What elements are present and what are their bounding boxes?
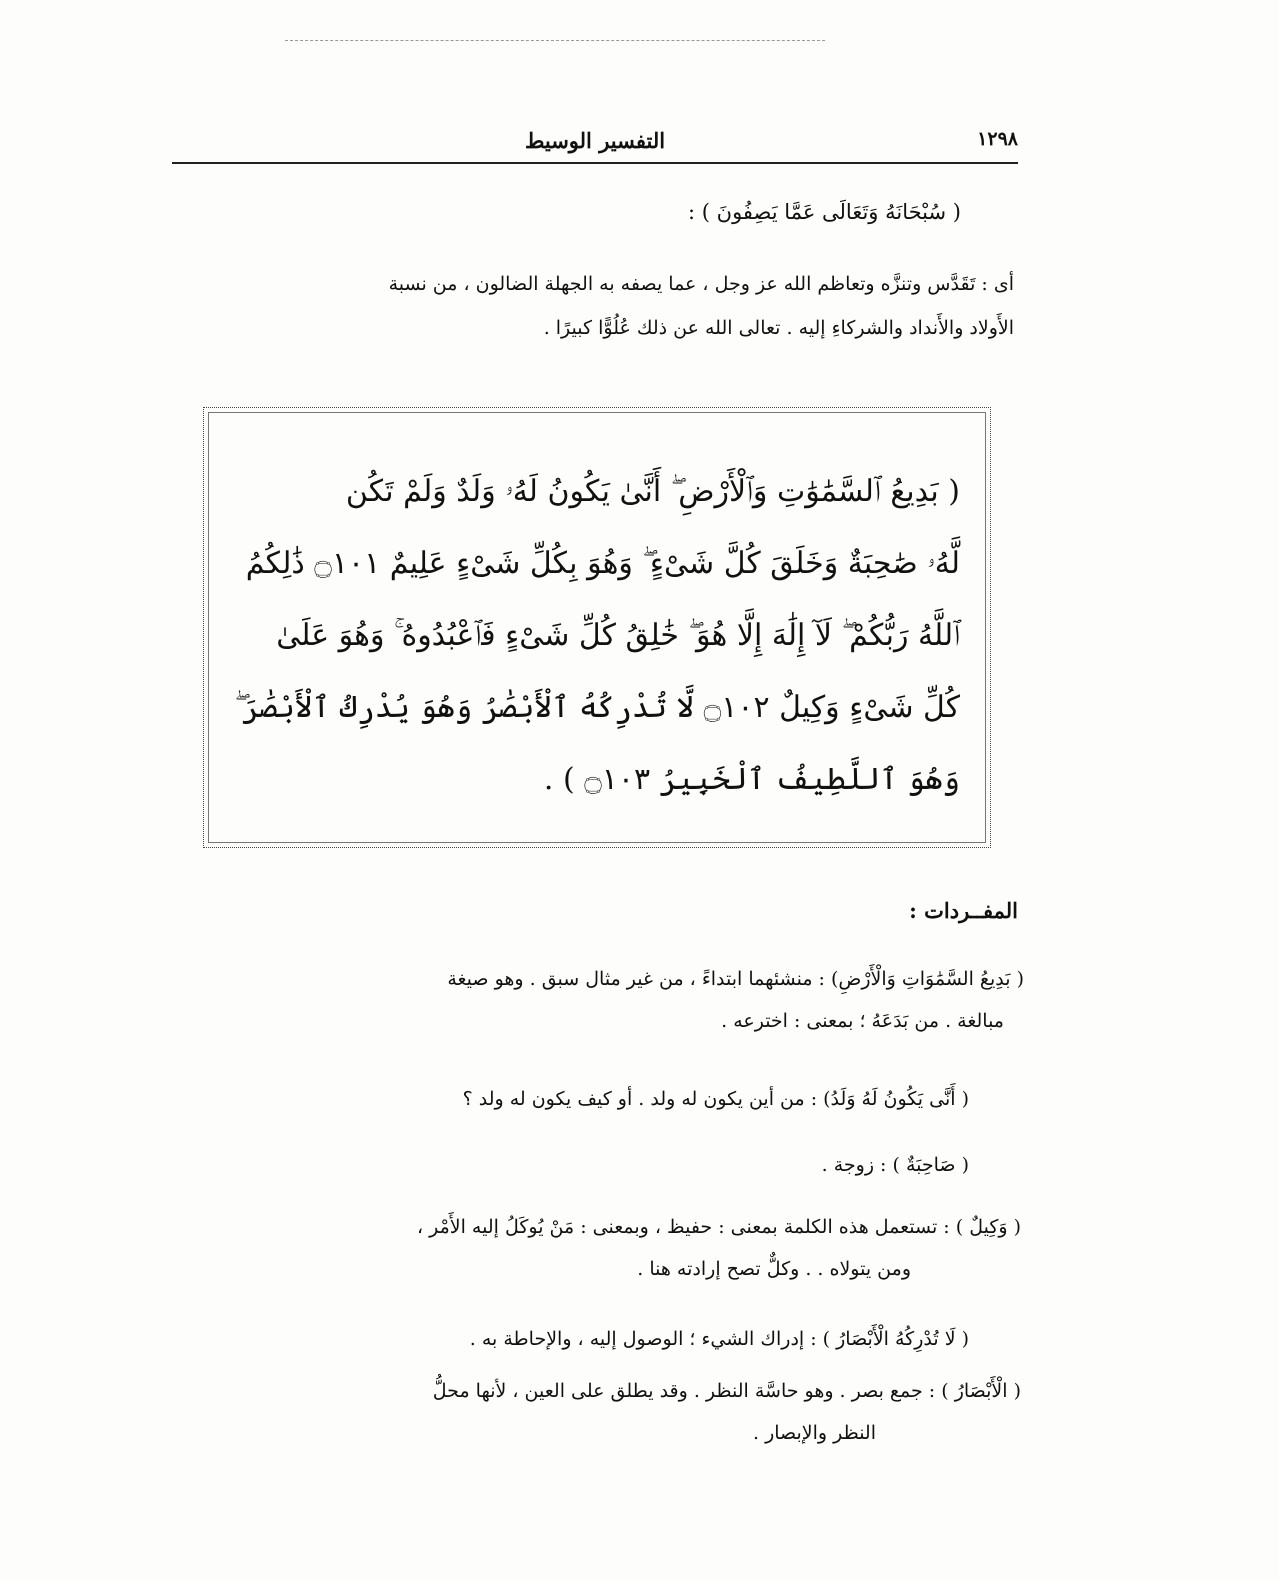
definition-3-line-1: ( صَاحِبَةٌ ) : زوجة . bbox=[821, 1154, 969, 1176]
header-rule bbox=[172, 162, 1018, 164]
definition-6-line-1: ( الْأَبْصَارُ ) : جمع بصر . وهو حاسَّة النظر . وقد يطلق على العين ، لأنها محلُّ bbox=[432, 1380, 1021, 1402]
definition-5 bbox=[249, 1318, 969, 1360]
vocabulary-heading: المفــردات : bbox=[909, 898, 1018, 923]
definition-5-line-1: ( لَا تُدْرِكُهُ الْأَبْصَارُ ) : إدراك الشيء ؛ الوصول إليه ، والإحاطة به . bbox=[469, 1328, 969, 1350]
commentary-line-2: الأَولاد والأَنداد والشركاءِ إليه . تعالى الله عن ذلك عُلُوًّا كبيرًا . bbox=[543, 317, 1014, 339]
quran-line-4: كُلِّ شَىْءٍ وَكِيلٌ ۝١٠٢ لَّا تُدْرِكُهُ ٱلْأَبْصَٰرُ وَهُوَ يُدْرِكُ ٱلْأَبْصَٰرَ ۖ bbox=[234, 690, 960, 725]
definition-3 bbox=[249, 1144, 969, 1186]
definition-4 bbox=[181, 1206, 1021, 1290]
quran-frame bbox=[203, 407, 991, 848]
definition-2 bbox=[249, 1078, 969, 1120]
running-title: التفسير الوسيط bbox=[524, 128, 666, 153]
definition-1-line-2: مبالغة . من بَدَعَهُ ؛ بمعنى : اخترعه . bbox=[721, 1010, 1004, 1032]
commentary-paragraph bbox=[174, 262, 1014, 350]
definition-4-line-2: ومن يتولاه . . وكلٌّ تصح إرادته هنا . bbox=[637, 1258, 911, 1280]
definition-6 bbox=[181, 1370, 1021, 1454]
quran-text bbox=[234, 456, 960, 827]
quran-line-3: ٱللَّهُ رَبُّكُمْ ۖ لَآ إِلَٰهَ إِلَّا هُوَ ۖ خَٰلِقُ كُلِّ شَىْءٍ فَٱعْبُدُوهُ ۚ وَهُوَ عَلَىٰ bbox=[276, 618, 960, 653]
quran-line-1: ( بَدِيعُ ٱلسَّمَٰوَٰتِ وَٱلْأَرْضِ ۖ أَنَّىٰ يَكُونُ لَهُۥ وَلَدٌ وَلَمْ تَكُن bbox=[345, 474, 960, 509]
page-header bbox=[172, 128, 1018, 164]
definition-1 bbox=[184, 958, 1024, 1042]
definition-1-line-1: ( بَدِيعُ السَّمَٰوَاتِ وَالْأَرْضِ) : منشئهما ابتداءً ، من غير مثال سبق . وهو صيغة bbox=[447, 968, 1024, 990]
page-number: ١٢٩٨ bbox=[977, 128, 1018, 150]
commentary-line-1: أى : تَقَدَّس وتنزَّه وتعاظم الله عز وجل ، عما يصفه به الجهلة الضالون ، من نسبة bbox=[388, 273, 1014, 295]
quran-line-5: وَهُوَ ٱللَّطِيفُ ٱلْخَبِيرُ ۝١٠٣ ) . bbox=[543, 762, 960, 797]
definition-6-line-2: النظر والإبصار . bbox=[752, 1422, 876, 1444]
top-scan-line bbox=[285, 40, 825, 41]
definition-2-line-1: ( أَنَّى يَكُونُ لَهُ وَلَدُ) : من أين يكون له ولد . أو كيف يكون له ولد ؟ bbox=[462, 1088, 969, 1110]
quran-line-2: لَّهُۥ صَٰحِبَةٌ وَخَلَقَ كُلَّ شَىْءٍ ۖ وَهُوَ بِكُلِّ شَىْءٍ عَلِيمٌ ۝١٠١ ذَٰلِكُمُ bbox=[245, 546, 960, 581]
definition-4-line-1: ( وَكِيلٌ ) : تستعمل هذه الكلمة بمعنى : حفيظ ، وبمعنى : مَنْ يُوكَلُ إليه الأَمْر ، bbox=[416, 1216, 1021, 1238]
verse-heading: ( سُبْحَانَهُ وَتَعَالَى عَمَّا يَصِفُونَ ) : bbox=[688, 200, 961, 224]
